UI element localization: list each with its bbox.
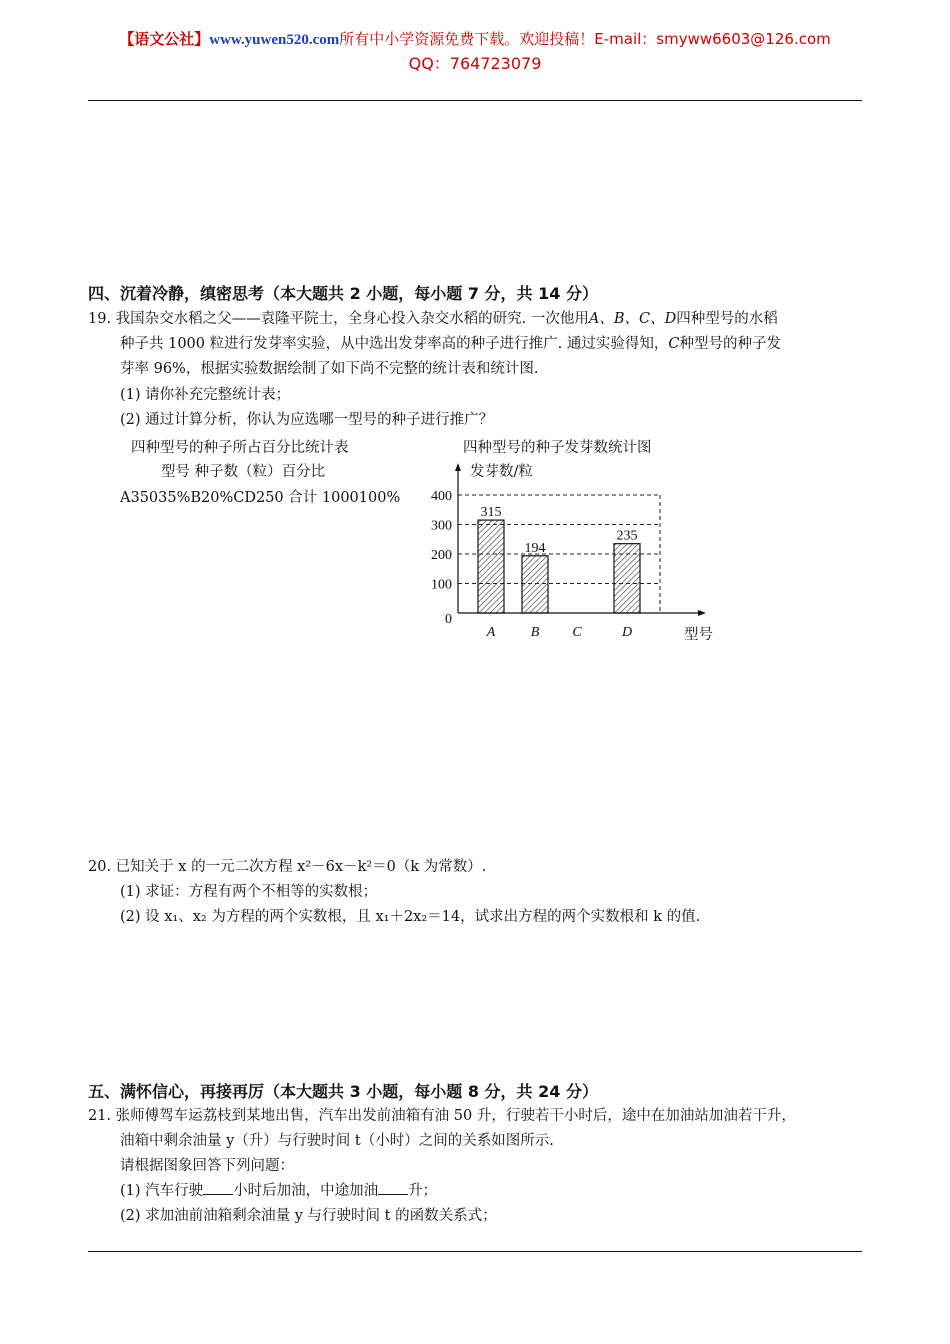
y-axis-arrow — [455, 463, 461, 471]
q20-line-1: 20. 已知关于 x 的一元二次方程 x²－6x－k²＝0（k 为常数）. — [88, 859, 487, 875]
section-4-title: 四、沉着冷静，缜密思考（本大题共 2 小题，每小题 7 分，共 14 分） — [88, 284, 598, 303]
section-5-title: 五、满怀信心，再接再厉（本大题共 3 小题，每小题 8 分，共 24 分） — [88, 1082, 598, 1101]
header-tag: 【语文公社】 — [119, 32, 210, 48]
q21-line-3: 请根据图象回答下列问题： — [120, 1158, 294, 1174]
table-header: 型号 种子数（粒）百分比 — [161, 464, 326, 480]
x-tick-C: C — [572, 625, 582, 640]
chart-title: 四种型号的种子发芽数统计图 — [463, 440, 652, 456]
q21-line-1: 21. 张师傅驾车运荔枝到某地出售，汽车出发前油箱有油 50 升，行驶若干小时后，途中在加油站加油若干升， — [88, 1108, 796, 1124]
bottom-rule — [88, 1251, 862, 1252]
bar-label-A: 315 — [480, 505, 502, 521]
y-tick-0: 0 — [445, 612, 452, 627]
header-qq: QQ：764723079 — [408, 54, 542, 73]
q21-part-2: (2) 求加油前油箱剩余油量 y 与行驶时间 t 的函数关系式； — [120, 1208, 497, 1224]
page-header — [0, 28, 950, 75]
header-tail: 所有中小学资源免费下载。欢迎投稿！E-mail：smyww6603@126.com — [339, 30, 831, 48]
x-axis-arrow — [698, 610, 706, 616]
chart-y-label: 发芽数/粒 — [470, 464, 533, 480]
q20-part-1: (1) 求证：方程有两个不相等的实数根； — [120, 884, 378, 900]
bar-label-D: 235 — [616, 528, 638, 544]
y-tick-400: 400 — [431, 489, 452, 504]
q21-part-1: (1) 汽车行驶 小时后加油，中途加油 升； — [120, 1179, 437, 1200]
bar-A — [478, 520, 504, 613]
bar-label-B: 194 — [524, 540, 546, 556]
table-row: A35035%B20%CD250 合计 1000100% — [120, 490, 401, 506]
top-rule — [88, 100, 862, 101]
q19-part-1: (1) 请你补充完整统计表； — [120, 387, 291, 403]
x-tick-D: D — [621, 625, 633, 640]
q19-line-2: 种子共 1000 粒进行发芽率实验，从中选出发芽率高的种子进行推广. 通过实验得知，C种型号的种子发 — [120, 336, 781, 352]
table-title: 四种型号的种子所占百分比统计表 — [131, 440, 349, 456]
answer-blank-2[interactable] — [378, 1180, 408, 1195]
q21-line-2: 油箱中剩余油量 y（升）与行驶时间 t（小时）之间的关系如图所示. — [120, 1133, 554, 1149]
bar-B — [522, 556, 548, 613]
q19-part-2: (2) 通过计算分析，你认为应选哪一型号的种子进行推广？ — [120, 412, 494, 428]
bar-D — [614, 544, 640, 613]
header-url[interactable]: www.yuwen520.com — [209, 32, 340, 48]
header-line-1 — [0, 28, 950, 52]
y-tick-100: 100 — [431, 577, 452, 593]
q20-part-2: (2) 设 x₁、x₂ 为方程的两个实数根，且 x₁＋2x₂＝14，试求出方程的两个实数根和 k 的值. — [120, 909, 701, 925]
y-tick-200: 200 — [431, 548, 452, 563]
answer-blank-1[interactable] — [203, 1180, 233, 1195]
x-tick-B: B — [530, 625, 540, 640]
q19-line-1: 19. 我国杂交水稻之父——袁隆平院士，全身心投入杂交水稻的研究. 一次他用A、B、C、D四种型号的水稻 — [88, 311, 778, 327]
q19-line-3: 芽率 96%，根据实验数据绘制了如下尚不完整的统计表和统计图. — [120, 361, 539, 377]
x-tick-A: A — [486, 625, 496, 640]
chart-x-label: 型号 — [684, 627, 713, 643]
y-tick-300: 300 — [431, 518, 452, 534]
bar-chart — [410, 455, 710, 645]
